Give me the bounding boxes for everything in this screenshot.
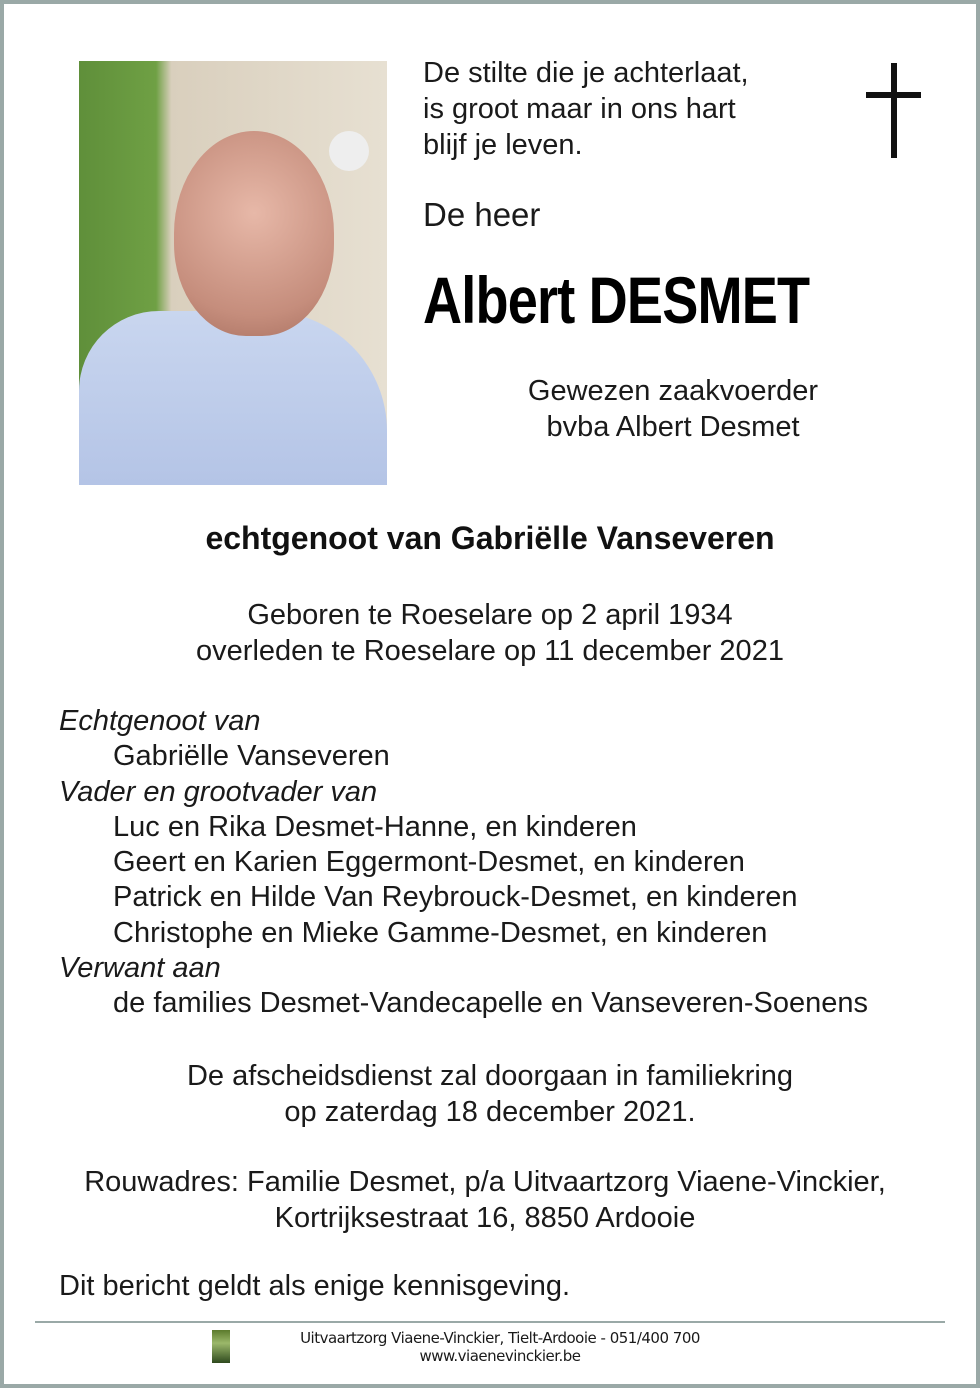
occupation — [423, 373, 923, 445]
family-member: Luc en Rika Desmet-Hanne, en kinderen — [113, 810, 637, 843]
birth-line: Geboren te Roeselare op 2 april 1934 — [247, 599, 733, 631]
family-heading: Vader en grootvader van — [59, 775, 378, 808]
footer-website[interactable]: www.viaenevinckier.be — [419, 1347, 581, 1365]
notice-text: Dit bericht geldt als enige kennisgeving. — [59, 1270, 571, 1302]
footer-company: Uitvaartzorg Viaene-Vinckier, Tielt-Ardooie - 051/400 700 — [300, 1329, 700, 1347]
service-line: De afscheidsdienst zal doorgaan in familiekring — [186, 1060, 794, 1092]
death-line: overleden te Roeselare op 11 december 2021 — [196, 635, 784, 667]
poem-line: is groot maar in ons hart — [423, 93, 736, 125]
family-member: Christophe en Mieke Gamme-Desmet, en kinderen — [113, 916, 768, 949]
portrait-photo — [79, 61, 387, 485]
deceased-name: Albert DESMET — [423, 263, 810, 337]
photo-hair — [329, 131, 369, 171]
family-member: de families Desmet-Vandecapelle en Vanseveren-Soenens — [113, 987, 868, 1020]
family-member: Patrick en Hilde Van Reybrouck-Desmet, en kinderen — [113, 881, 798, 914]
address-line: Rouwadres: Familie Desmet, p/a Uitvaartzorg Viaene-Vinckier, — [84, 1166, 886, 1198]
poem-line: blijf je leven. — [423, 129, 583, 161]
occupation-line: bvba Albert Desmet — [546, 411, 800, 443]
service-info — [0, 1058, 980, 1130]
family-heading: Echtgenoot van — [59, 705, 261, 737]
poem-line: De stilte die je achterlaat, — [423, 57, 749, 89]
photo-face — [174, 131, 334, 336]
occupation-line: Gewezen zaakvoerder — [527, 375, 819, 407]
service-line: op zaterdag 18 december 2021. — [284, 1096, 696, 1128]
footer-divider — [35, 1321, 945, 1323]
family-list — [59, 704, 868, 1022]
family-heading: Verwant aan — [59, 952, 221, 985]
mourning-address — [0, 1164, 970, 1236]
poem — [423, 55, 749, 163]
family-member: Geert en Karien Eggermont-Desmet, en kinderen — [113, 846, 745, 879]
spouse-line: echtgenoot van Gabriëlle Vanseveren — [205, 520, 775, 556]
photo-shirt — [79, 311, 387, 485]
address-line: Kortrijksestraat 16, 8850 Ardooie — [274, 1202, 696, 1234]
life-dates — [0, 597, 980, 669]
footer — [0, 1329, 980, 1365]
salutation: De heer — [423, 196, 541, 233]
family-member: Gabriëlle Vanseveren — [113, 740, 390, 773]
